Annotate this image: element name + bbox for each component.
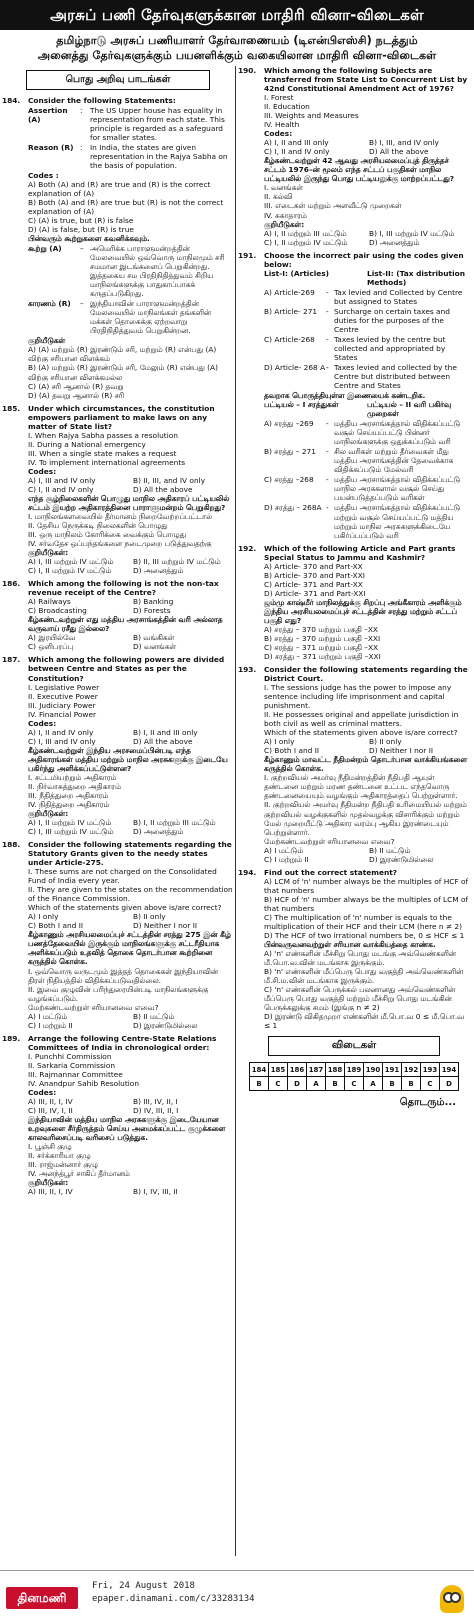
option: A) I, II and III only — [264, 138, 329, 148]
option: D) All the above — [133, 484, 193, 494]
tamil-pair-row: B) சரத்து – 271 - சில வரிகள் மற்றும் தீர்வைகள் மீது மத்திய அரசாங்கத்தின் தேவைக்காக விதிக்கப்படும் மேல்வரி — [264, 447, 454, 475]
answer-key: D — [440, 1077, 459, 1091]
tamil-question: கீழ்கண்டவற்றுள் 42 ஆவது அரசியலமைப்புத் திருத்தச் சட்டம் 1976–ன் மூலம் எந்த சட்டப் பகுதிகள் மாநில பட்டியலில் இருந்து பொது பட்டியலுக்கு மாற்றப்பட்டது? — [264, 156, 455, 184]
option: A) I, II and IV only — [28, 727, 94, 737]
page-banner: அரசுப் பணி தேர்வுகளுக்கான மாதிரி வினா-விடைகள் — [0, 0, 474, 30]
tamil-item: I. ஒவ்வொரு வருடமும் இத்தத் தொகைகள் இந்தியாவின் திரள் நிதியத்தில் விதிக்கப்படுவதில்லை. — [28, 966, 218, 985]
tamil-item: I. வனங்கள் — [264, 183, 303, 193]
tamil-option: A) (A) மற்றும் (R) இரண்டும் சரி, மற்றும் (R) என்பது (A) விற்கு சரியான விளக்கம் — [28, 345, 217, 364]
item: II. He possesses original and appellate jurisdiction in both civil as well as criminal matters. — [264, 710, 459, 729]
tamil-item: II. நிர்வாகத்துறை அதிகாரம் — [28, 781, 121, 791]
tamil-item: IV. சுகாதாரம் — [264, 210, 307, 220]
tamil-reason: காரணம் (R) – இந்தியாவின் பாராளுமன்றத்தின் மேலவையில் மாநிலங்கள் தங்களின் மக்கள் தொகைக்கு ஏற்றவாறு பிரதிநிதித்துவம் பெறுகின்றன. — [28, 299, 212, 336]
options — [28, 728, 234, 746]
tamil-question: தவறாக பொருத்தியுள்ள இணையைக் கண்டறிக. — [264, 391, 426, 401]
tamil-pair-row: C) சரத்து –268 - மத்திய அரசாங்கத்தால் விதிக்கப்பட்டு மாநில அரசுகளால் வசூல் செய்து பயன்படுத்தப்படும் வரிகள் — [264, 475, 461, 503]
owl-mascot-icon — [440, 1585, 464, 1613]
answer-key: B — [250, 1077, 269, 1091]
right-column — [238, 66, 470, 1556]
tamil-item: III. நீதித்துறை அதிகாரம் — [28, 790, 109, 800]
tamil-option: C) I மற்றும் II — [28, 1020, 73, 1030]
option: A) LCM of 'n' number always be the multiples of HCF of that numbers — [264, 876, 469, 895]
tamil-item: II. சர்க்காரியா குழு — [28, 1151, 91, 1161]
subheading-line-2: அனைத்து தேர்வுகளுக்கும் பயனளிக்கும் வகையிலான மாதிரி வினா-விடைகள் — [37, 49, 437, 62]
tamil-option: A) I, II மற்றும் IV மட்டும் — [28, 818, 112, 828]
codes-label: Codes: — [28, 718, 57, 728]
item: III. When a single state makes a request — [28, 448, 177, 458]
question-194 — [238, 868, 470, 1031]
question-191 — [238, 251, 470, 540]
option: D) Neither I nor II — [369, 746, 434, 756]
option: D) Forests — [133, 606, 171, 616]
tamil-item: III. ராஜ்மன்னார் குழு — [28, 1160, 98, 1170]
answer-key: C — [421, 1077, 440, 1091]
answer-numbers-row — [250, 1063, 459, 1077]
options — [28, 912, 234, 930]
tamil-ask: மேற்கண்டவற்றுள் சரியானவை எவை? — [264, 836, 395, 846]
tamil-question: எந்த சூழ்நிலைகளின் பொழுது மாநில அதிகாரப் பட்டியலில் சட்டம் இயற்ற அதிகாரத்தினை பாராளுமன்றம் பெறுகிறது? — [28, 493, 230, 512]
tamil-question: கீழ்காணும் அரசியலமைப்புச் சட்டத்தின் சரத்து 275 இன் கீழ் பணத்தேவையில் இருக்கும் மாநிலங்களுக்கு சட்டரீதியாக அளிக்கப்படும் உதவித் தொகை தொடர்பான கூற்றினை கருத்தில் கொள்க. — [28, 930, 231, 967]
option: A) III, II, I, IV — [28, 1096, 73, 1106]
options — [28, 476, 234, 494]
tamil-options — [28, 633, 234, 651]
options — [264, 138, 470, 156]
tamil-option: B) II, III மற்றும் IV மட்டும் — [133, 557, 221, 567]
tamil-option: B) I, II மற்றும் III மட்டும் — [133, 818, 216, 828]
question-ask: Which of the statements given above is/are correct? — [264, 728, 458, 738]
question-text: Which among the following is not the non-tax revenue receipt of the Centre? — [28, 579, 219, 598]
question-text: Find out the correct statement? — [264, 867, 398, 877]
answer-number: 192 — [402, 1063, 421, 1077]
option: B) Banking — [133, 597, 174, 607]
footer — [0, 1570, 474, 1621]
option: B) II, III, and IV only — [133, 475, 206, 485]
tamil-question: இந்தியாவின் மத்திய மாநில அரசுகளுக்கு இடையேயான உறவுகளை சீர்திருத்தம் செய்ய அமைக்கப்பட்ட குழுக்களை காலவரிசைப்படி வரிசைப் படுத்துக. — [28, 1115, 226, 1143]
tamil-options — [28, 1012, 234, 1030]
question-188 — [2, 840, 234, 1030]
option: B) Both (A) and (R) are true but (R) is not the correct explanation of (A) — [28, 197, 224, 216]
tamil-codes-label: குறியீடுகள்: — [264, 219, 305, 229]
question-192 — [238, 544, 470, 661]
tamil-option: D) இரண்டுமில்லை — [369, 854, 434, 864]
tamil-option: C) ஒளிபரப்பு — [28, 642, 74, 652]
tamil-question: ஜம்மு காஷ்மீர் மாநிலத்துக்கு சிறப்பு அங்கீகாரம் அளிக்கும் இந்திய அரசியலமைப்புச் சட்டத்தின் சரத்து மற்றும் சட்டப் பகுதி எது? — [264, 597, 462, 625]
question-187 — [2, 655, 234, 836]
option: A) Railways — [28, 597, 71, 607]
tamil-question: கீழ்கண்டவற்றுள் எது மத்திய அரசாங்கத்தின் வரி அல்லாத வருவாய் ரசீது இல்லை? — [28, 615, 223, 634]
question-text: Which of the following Article and Part grants Special Status to Jammu and Kashmir? — [264, 543, 456, 562]
question-number: 184. — [2, 95, 21, 105]
question-number: 193. — [238, 665, 257, 674]
tamil-option: A) I மட்டும் — [28, 1011, 68, 1021]
tamil-question: கீழ்கண்டவற்றுள் இந்திய அரசமைப்பின்படி எந்த அதிகாரங்கள் மத்திய மற்றும் மாநில அரசுகளுக்கு இடையே பகிர்ந்து அளிக்கப்பட்டுள்ளன? — [28, 745, 228, 773]
option: B) III, IV, II, I — [133, 1096, 178, 1106]
item: III. Judiciary Power — [28, 700, 96, 710]
tamil-option: D) (A) தவறு ஆனால் (R) சரி — [28, 390, 125, 400]
item: II. They are given to the states on the recommendation of the Finance Commission. — [28, 885, 233, 904]
tamil-pair-row: D) சரத்து – 268A - மத்திய அரசாங்கத்தால் விதிக்கப்பட்டு மற்றும் வசூல் செய்யப்பட்டு மத்திய மற்றும் மாநில அரசுகளுக்கிடையே பகிர்ப்பப்படும் வரி — [264, 503, 461, 540]
question-number: 187. — [2, 655, 21, 665]
answer-keys-row — [250, 1077, 459, 1091]
answer-number: 191 — [383, 1063, 402, 1077]
option: C) Both I and II — [28, 921, 84, 931]
item: IV. Health — [264, 120, 300, 130]
tamil-option: C) I, II மற்றும் IV மட்டும் — [264, 237, 348, 247]
option: B) Article- 370 and Part-XXI — [264, 570, 365, 580]
question-ask: Which of the statements given above is/are correct? — [28, 903, 222, 913]
tamil-ask: மேற்கண்டவற்றுள் சரியானவை எவை? — [28, 1002, 159, 1012]
tamil-option: B) II மட்டும் — [133, 1011, 175, 1021]
item: I. Forest — [264, 93, 294, 103]
answer-number: 186 — [288, 1063, 307, 1077]
answer-key: B — [326, 1077, 345, 1091]
option: B) II only — [133, 912, 166, 922]
answer-key: D — [288, 1077, 307, 1091]
pair-row: D) Article- 268 A - Taxes levied and collected by the Centre but distributed between Centre and States — [264, 363, 457, 391]
item: II. Education — [264, 102, 310, 112]
answer-number: 194 — [440, 1063, 459, 1077]
question-186 — [2, 579, 234, 651]
tamil-question: கீழ்காணும் மாவட்ட நீதிமன்றம் தொடர்பான வாக்கியங்களை கருத்தில் கொள்க. — [264, 755, 468, 774]
left-column — [2, 66, 234, 1556]
tamil-option: A) 'n' எண்களின் மீச்சிறு பொது மடங்கு அவ்வெண்களின் மீ.பொ.வ.வின் மடங்காக இருக்கும். — [264, 948, 456, 967]
tamil-option: A) III, II, I, IV — [28, 1187, 73, 1197]
option: B) HCF of 'n' number always be the multiples of LCM of that numbers — [264, 894, 469, 913]
option: C) III, IV, I, II — [28, 1105, 73, 1115]
tamil-item: IV. சர்வதேச ஒப்பந்தங்களை நடைமுறை படுத்துவதற்கு — [28, 539, 212, 549]
question-number: 192. — [238, 543, 257, 553]
question-number: 189. — [2, 1033, 21, 1043]
tamil-item: IV. நிதித்துறை அதிகாரம் — [28, 799, 110, 809]
item: II. Sarkaria Commission — [28, 1060, 116, 1070]
question-text: Consider the following statements regarding the Statutory Grants given to the needy states under Article-275. — [28, 840, 232, 868]
list-headers: List-I: (Articles) List-II: (Tax distribution Methods) — [264, 268, 465, 287]
option: D) The HCF of two irrational numbers be, 0 ≤ HCF ≤ 1 — [264, 930, 465, 940]
question-text: Arrange the following Centre-State Relations Committees of India in chronological order: — [28, 1033, 217, 1052]
option: A) I, III and IV only — [28, 475, 96, 485]
question-193 — [238, 665, 470, 864]
item: I. When Rajya Sabha passes a resolution — [28, 430, 178, 440]
pair-row: A) Article-269 - Tax levied and Collected by Centre but assigned to States — [264, 287, 463, 306]
option: D) Neither I nor II — [133, 921, 198, 931]
tamil-option: B) சரத்து – 370 மற்றும் பகுதி –XXI — [264, 633, 381, 643]
answer-number: 184 — [250, 1063, 269, 1077]
assertion: Assertion (A) : The US Upper house has equality in representation from each state. This principle is regarded as a safeguard for smaller states. — [28, 105, 225, 142]
tamil-item: I. குற்றவியல் அமர்வு நீதிமன்றத்தின் நீதிபதி ஆயுள் தண்டனை மற்றும் மரண தண்டனை உட்பட எந்தவொரு தண்டனையையும் வழங்கும் அதிகாரத்தைப் பெற்றுள்ளார். — [264, 773, 458, 801]
tamil-option: D) இரண்டுமில்லை — [133, 1020, 198, 1030]
tamil-item: III. ஒரு மாநிலம் கோரிக்கை வைக்கும் பொழுது — [28, 530, 186, 540]
edition-date: Fri, 24 August 2018 — [92, 1581, 195, 1591]
tamil-options — [28, 818, 234, 836]
option: D) Article- 371 and Part-XXI — [264, 588, 366, 598]
tamil-item: I. சட்டமியற்றும் அதிகாரம் — [28, 772, 117, 782]
section-title: பொது அறிவு பாடங்கள் — [26, 70, 210, 90]
tamil-options — [28, 557, 234, 575]
codes-label: Codes: — [28, 466, 57, 476]
item: I. The sessions judge has the power to impose any sentence including life imprisonment and capital punishment. — [264, 683, 452, 711]
option: D) All the above — [133, 736, 193, 746]
tamil-option: A) சரத்து – 370 மற்றும் பகுதி –XX — [264, 624, 378, 634]
codes-label: Codes: — [264, 129, 293, 139]
question-number: 185. — [2, 403, 21, 413]
tamil-codes-label: குறியீடுகள் — [28, 336, 66, 346]
answer-key: C — [269, 1077, 288, 1091]
option: B) I, III, and IV only — [369, 138, 439, 148]
tamil-option: B) I, III மற்றும் IV மட்டும் — [369, 228, 455, 238]
answer-number: 193 — [421, 1063, 440, 1077]
tamil-option: A) இரயில்வே — [28, 633, 76, 643]
answer-key: A — [364, 1077, 383, 1091]
tamil-option: B) I, IV, III, II — [133, 1187, 178, 1197]
question-185 — [2, 404, 234, 576]
tamil-option: A) I, III மற்றும் IV மட்டும் — [28, 557, 114, 567]
codes-label: Codes : — [28, 170, 59, 180]
item: I. Legislative Power — [28, 682, 100, 692]
tamil-question: பின்வருவனவற்றுள் சரியான வாக்கியத்தை காண்க. — [264, 939, 436, 949]
pair-row: C) Article-268 - Taxes levied by the centre but collected and appropriated by States — [264, 334, 446, 362]
dinamani-logo[interactable]: தினமணி — [6, 1587, 78, 1609]
answer-number: 187 — [307, 1063, 326, 1077]
answer-number: 188 — [326, 1063, 345, 1077]
subheading-line-1: தமிழ்நாடு அரசுப் பணியாளர் தேர்வாணையம் (டிஎன்பிஎஸ்சி) நடத்தும் — [56, 34, 418, 47]
answers-title: விடைகள் — [268, 1036, 440, 1056]
tamil-item: II. இவை குழுவின் பரிந்துரையின்படி மாநிலங்களுக்கு வழங்கப்படும். — [28, 984, 209, 1003]
continued-label: தொடரும்... — [399, 1097, 456, 1109]
tamil-option: C) I மற்றும் II — [264, 854, 309, 864]
question-number: 186. — [2, 579, 21, 589]
option: D) All the above — [369, 147, 429, 157]
tamil-option: D) அனைத்தும் — [133, 566, 184, 576]
tamil-option: D) வனங்கள் — [133, 642, 177, 652]
tamil-option: B) வங்கிகள் — [133, 633, 175, 643]
tamil-codes-label: குறியீடுகள்: — [28, 808, 69, 818]
tamil-option: D) இரண்டு விகிதமுறா எண்களின் மீ.பொ.வ 0 ≤ மீ.பொ.வ ≤ 1 — [264, 1012, 465, 1031]
tamil-intro: பின்வரும் கூற்றுகளை கவனிக்கவும். — [28, 234, 150, 244]
option: C) I, III and IV only — [28, 736, 96, 746]
tamil-codes-label: குறியீடுகள்: — [28, 1178, 69, 1188]
option: C) The multiplication of 'n' number is equals to the multiplication of their HCF and their LCM (here n ≠ 2) — [264, 912, 463, 931]
question-184 — [2, 96, 234, 400]
codes-label: Codes: — [28, 1087, 57, 1097]
tamil-option: D) அனைத்தும் — [133, 827, 184, 837]
tamil-item: IV. அனந்த்பூர் சாகிப் தீர்மானம் — [28, 1169, 130, 1179]
tamil-option: B) (A) மற்றும் (R) இரண்டும் சரி, மேலும் (R) என்பது (A) விற்கு சரியான விளக்கமல்ல — [28, 363, 218, 382]
reason: Reason (R) : In India, the states are given representation in the Rajya Sabha on the basis of population. — [28, 142, 228, 170]
subheading — [0, 33, 474, 63]
tamil-item: II. கல்வி — [264, 192, 293, 202]
options — [28, 1097, 234, 1115]
tamil-item: II. குற்றவியல் அமர்வு நீதிமன்ற நீதிபதி உரிமையியல் மற்றும் குற்றவியல் வழக்குகளில் முதல்வழக்கு விசாரிக்கும் மற்றும் மேல் முறையீட்டு அதிகார வரம்பு ஆகிய இரண்டையும் பெற்றுள்ளார். — [264, 800, 467, 837]
item: III. Rajmannar Committee — [28, 1069, 123, 1079]
answer-number: 185 — [269, 1063, 288, 1077]
option: C) I, II and IV only — [28, 484, 94, 494]
tamil-item: III. எடைகள் மற்றும் அளவீட்டு முறைகள் — [264, 201, 402, 211]
question-text: Under which circumstances, the constitution empowers parliament to make laws on any matter of State list? — [28, 403, 215, 431]
column-divider — [235, 66, 236, 1556]
options — [28, 597, 234, 615]
option: C) I, II and IV only — [264, 147, 330, 157]
option: A) I only — [264, 737, 295, 747]
option: B) II only — [369, 737, 402, 747]
question-text: Which among the following Subjects are transferred from State List to Concurrent List by 42nd Constitutional Amendment Act of 1976? — [264, 66, 468, 94]
tamil-option: A) I மட்டும் — [264, 845, 304, 855]
option: D) IV, III, II, I — [133, 1105, 179, 1115]
question-number: 188. — [2, 840, 21, 850]
option: A) Both (A) and (R) are true and (R) is the correct explanation of (A) — [28, 179, 211, 198]
tamil-option: C) I, II மற்றும் IV மட்டும் — [28, 566, 112, 576]
question-number: 191. — [238, 250, 257, 260]
tamil-assertion: கூற்று (A) – அமெரிக்க பாராளுமன்றத்தின் மேலவையில் ஒவ்வொரு மாநிலமும் சரி சமமான இடங்களைப் பெறுகின்றது. இத்தகைய சம பிரதிநிதித்துவம் சிறிய மாநிலங்களுக்கு பாதுகாப்பாகக் கருதப்படுகிறது. — [28, 244, 225, 299]
tamil-option: D) அனைத்தும் — [369, 237, 420, 247]
tamil-options — [264, 846, 470, 864]
question-text: Consider the following Statements: — [28, 95, 176, 105]
pair-row: B) Article- 271 - Surcharge on certain taxes and duties for the purposes of the Centre — [264, 306, 450, 334]
item: III. Weights and Measures — [264, 111, 359, 121]
question-190 — [238, 66, 470, 247]
item: IV. To implement international agreements — [28, 457, 186, 467]
tamil-codes-label: குறியீடுகள்: — [28, 548, 69, 558]
question-text: Consider the following statements regarding the District Court. — [264, 665, 468, 684]
options — [264, 737, 470, 755]
option: B) I, II and III only — [133, 727, 198, 737]
item: II. During a National emergency — [28, 439, 146, 449]
tamil-option: C) I, III மற்றும் IV மட்டும் — [28, 827, 114, 837]
tamil-option: A) I, II மற்றும் III மட்டும் — [264, 228, 347, 238]
tamil-options — [28, 1187, 234, 1196]
tamil-item: I. மாநிலங்களவையில் தீர்மானம் நிறைவேற்றப்பட்டால் — [28, 511, 213, 521]
tamil-option: B) 'n' எண்களின் மீப்பெரு பொது வகுத்தி அவ்வெண்களின் மீ.சி.ம.வின் மடங்காக இருக்கும். — [264, 967, 464, 986]
answer-number: 189 — [345, 1063, 364, 1077]
answer-key: C — [345, 1077, 364, 1091]
item: I. These sums are not charged on the Consolidated Fund of India every year. — [28, 867, 217, 886]
answer-number: 190 — [364, 1063, 383, 1077]
item: II. Executive Power — [28, 691, 98, 701]
answer-key: A — [307, 1077, 326, 1091]
tamil-item: I. பூஞ்சி குழு — [28, 1142, 72, 1152]
option: C) Broadcasting — [28, 606, 87, 616]
tamil-pair-row: A) சரத்து –269 - மத்திய அரசாங்கத்தால் விதிக்கப்பட்டு வசூல் செய்யப்பட்டு பின்னர் மாநிலங்களுக்கு ஒதுக்கப்படும் வரி — [264, 419, 461, 447]
item: I. Punchhi Commission — [28, 1051, 112, 1061]
answer-key: B — [402, 1077, 421, 1091]
tamil-option: D) சரத்து – 371 மற்றும் பகுதி –XXI — [264, 651, 381, 661]
question-189 — [2, 1034, 234, 1197]
option: C) Both I and II — [264, 746, 320, 756]
option: C) (A) is true, but (R) is false — [28, 215, 134, 225]
answer-key: B — [383, 1077, 402, 1091]
item: IV. Anandpur Sahib Resolution — [28, 1078, 140, 1088]
tamil-option: C) 'n' எண்களின் பெருக்கல் பலனானது அவ்வெண்களின் மீப்பெரு பொது வகுத்தி மற்றும் மீச்சிறு பொது மடங்கின் பெருக்கலுக்கு சமம் (இங்கு n ≠ 2) — [264, 985, 456, 1013]
option: D) (A) is false, but (R) is true — [28, 225, 134, 235]
tamil-item: II. தேசிய நெருக்கடி நிலைகளின் பொழுது — [28, 521, 168, 531]
tamil-option: C) (A) சரி ஆனால் (R) தவறு — [28, 381, 124, 391]
question-text: Which among the following powers are divided between Centre and States as per the Constitution? — [28, 655, 225, 683]
epaper-link[interactable]: epaper.dinamani.com/c/33283134 — [92, 1594, 255, 1604]
option: A) I only — [28, 912, 59, 922]
question-text: Choose the incorrect pair using the codes given below: — [264, 250, 464, 269]
question-number: 194. — [238, 867, 257, 877]
tamil-list-headers: பட்டியல் – I சரத்துகள் பட்டியல் – II வரி பகிர்வு முறைகள் — [264, 400, 452, 419]
tamil-option: B) II மட்டும் — [369, 845, 411, 855]
question-number: 190. — [238, 66, 257, 75]
tamil-options — [264, 229, 470, 247]
option: A) Article- 370 and Part-XX — [264, 561, 363, 571]
tamil-option: C) சரத்து – 371 மற்றும் பகுதி –XX — [264, 642, 379, 652]
item: IV. Financial Power — [28, 709, 97, 719]
option: C) Article- 371 and Part-XX — [264, 579, 363, 589]
answer-table — [249, 1062, 459, 1091]
